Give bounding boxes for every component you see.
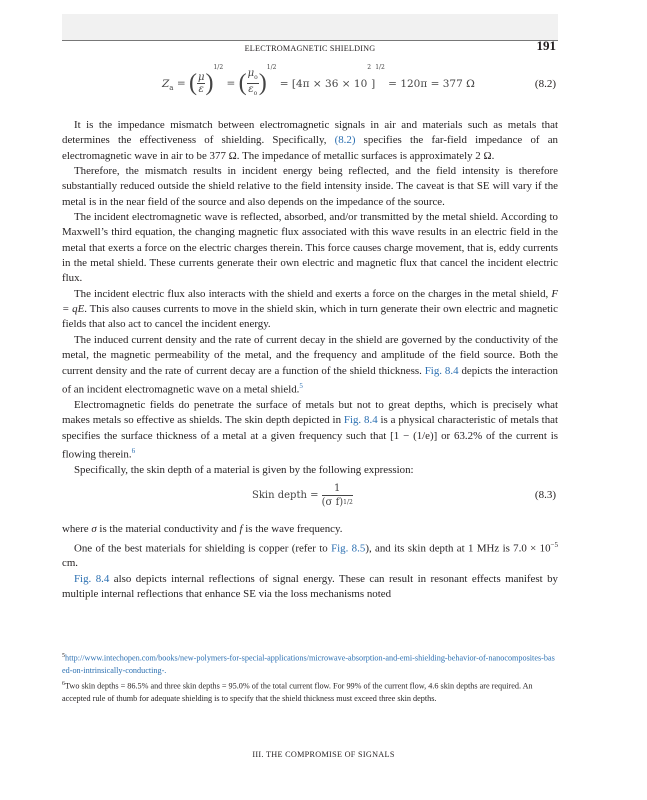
eq-fraction-mu0-eps0: $\frac{\mu_o}{\varepsilon_o}$ (247, 68, 258, 97)
body-text (62, 118, 558, 603)
equation-8-3 (62, 478, 558, 522)
eq-lhs: $Z_a$ (162, 77, 174, 92)
eq-value: = $[4\pi \times 36 \times 10^2]^{1/2} = 120\pi = 377$ Ω (279, 64, 475, 90)
paragraph: Electromagnetic fields do penetrate the surface of metals but not to great depths, which is precisely what makes metals so effective as shields. The skin depth depicted in Fig. 8.4 is a physical characteristic of metals that specifies the surface thickness of a metal at a given frequency such that [1 − (1/e)] or 63.2% of the current is flowing therein.$^6$ (62, 398, 559, 461)
paragraph: The induced current density and the rate of current decay in the shield are governed by the conductivity of the metal, the magnetic permeability of the metal, and the frequency and amplitude of the field source. Both the current density and the rate of current decay are a function of the shield thickness. Fig. 8.4 depicts the interaction of an incident electromagnetic wave on a metal shield.$^5$ (62, 333, 558, 396)
figure-link[interactable]: Fig. 8.4 (424, 364, 459, 377)
paragraph: The incident electric flux also interacts with the shield and exerts a force on the charges in the metal shield, F = qE. This also causes currents to move in the shield skin, which in turn generate their own electric and magnetic fields that also act to cancel the incident energy. (62, 287, 558, 331)
paragraph: Therefore, the mismatch results in incident energy being reflected, and the field intensity is therefore substantially reduced outside the shield relative to the field intensity inside. The caveat is that SE will vary if the metal is in the near field of the source and also depends on the impedance of the source. (62, 165, 558, 208)
paragraph: Specifically, the skin depth of a material is given by the following expression: (74, 463, 414, 476)
eq-equals-2: = (226, 77, 236, 90)
equation-number: (8.2) (534, 78, 556, 90)
equation-link[interactable]: (8.2) (334, 134, 356, 147)
footnotes (62, 650, 558, 706)
footnote-url-link[interactable]: http://www.intechopen.com/books/new-polymers-for-special-applications/microwave-absorption-and-emi-shielding-behavior-of-nanocomposites-based-on-intrinsically-conducting-. (62, 653, 555, 676)
paragraph: One of the best materials for shielding is copper (refer to Fig. 8.5), and its skin depth at 1 MHz is $7.0 \times 10^{-5}$ cm. (62, 540, 558, 570)
footnote-ref[interactable]: 5 (299, 381, 303, 390)
running-header-title: ELECTROMAGNETIC SHIELDING (244, 44, 376, 53)
equation-number: (8.3) (534, 489, 556, 502)
paragraph: The incident electromagnetic wave is reflected, absorbed, and/or transmitted by the metal shield. According to Maxwell’s third equation, the changing magnetic flux associated with this wave results in an electric field in the metal that exerts a force on the electric charges therein. This force causes charge movement, that is, eddy currents in the metal shield. These currents generate their own electric and magnetic flux that cancel the incident electric flux. (62, 211, 558, 285)
page-footer: III. THE COMPROMISE OF SIGNALS (252, 750, 395, 759)
page-number: 191 (536, 38, 556, 53)
figure-link[interactable]: Fig. 8.4 (343, 414, 378, 427)
figure-link[interactable]: Fig. 8.4 (74, 572, 110, 585)
eq-skin-depth-label: Skin depth = (252, 489, 319, 501)
eq-equals: = (176, 77, 186, 90)
equation-8-2: $Z_a$ = ( $\frac{\mu}{\varepsilon}$ )$^{1/2}$ = ( $\frac{\mu_o}{\varepsilon_o}$ )$^{1/2} = [4\pi \times 36 \times 10^2]^{1/2} = 120\pi = 377$ Ω (8.2) (162, 64, 556, 97)
figure-link[interactable]: Fig. 8.5 (331, 542, 366, 555)
running-header (62, 40, 558, 55)
paragraph: It is the impedance mismatch between electromagnetic signals in air and materials such as metals that determines the effectiveness of shielding. Specifically, (8.2) specifies the far-field impedance of an electromagnetic wave in air to be 377 Ω. The impedance of metallic surfaces is approximately 2 Ω. (62, 119, 558, 162)
footnote-ref[interactable]: 6 (131, 446, 136, 455)
header-band (62, 14, 558, 40)
footnote-6: $^6$Two skin depths = 86.5% and three skin depths = 95.0% of the total current flow. For 99% of the current flow, 4.6 skin depths are required. An accepted rule of thumb for adequate shielding is to specify that the shield thickness must exceed three skin depths. (62, 680, 533, 704)
paragraph: Fig. 8.4 also depicts internal reflections of signal energy. These can result in resonant effects manifest by multiple internal reflections that enhance SE via the loss mechanisms noted (62, 572, 558, 601)
paragraph: where σ is the material conductivity and f is the wave frequency. (62, 523, 343, 536)
eq-fraction: $\frac{1}{(\sigma f)^{1/2}}$ (321, 483, 353, 509)
footnote-5: $^5$http://www.intechopen.com/books/new-polymers-for-special-applications/microwave-absorption-and-emi-shielding-behavior-of-nanocomposites-based-on-intrinsically-conducting-. (62, 653, 555, 676)
eq-fraction-mu-eps: $\frac{\mu}{\varepsilon}$ (197, 72, 205, 95)
